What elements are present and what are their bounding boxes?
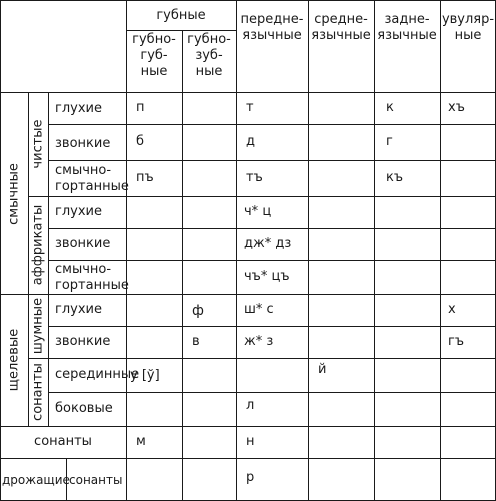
column-line bbox=[374, 0, 375, 501]
cell: гъ bbox=[448, 334, 465, 349]
row-line bbox=[48, 326, 496, 327]
header-front: передне- язычные bbox=[240, 12, 304, 43]
row-label-voiced: звонкие bbox=[55, 236, 111, 251]
cell: пъ bbox=[136, 170, 154, 185]
cell: н bbox=[246, 434, 255, 449]
row-label-voiced: звонкие bbox=[55, 136, 111, 151]
group-affricates: аффрикаты bbox=[30, 204, 46, 286]
row-label-trill: дрожащие bbox=[2, 473, 70, 487]
cell: б bbox=[136, 134, 145, 149]
header-uvular: увуляр- ные bbox=[441, 12, 495, 43]
group-column-line bbox=[28, 92, 29, 426]
cell: к bbox=[386, 100, 394, 115]
cell: м bbox=[136, 434, 146, 449]
header-bottom-line bbox=[0, 92, 496, 93]
row-line bbox=[48, 392, 496, 393]
group-noisy: шумные bbox=[30, 297, 46, 355]
row-line bbox=[48, 160, 496, 161]
row-line bbox=[48, 124, 496, 125]
cell: ф bbox=[192, 303, 204, 319]
row-line bbox=[48, 228, 496, 229]
group-pure: чистые bbox=[30, 119, 46, 169]
cell: р bbox=[246, 470, 255, 485]
cell: ж* з bbox=[244, 334, 274, 349]
row-label-glottal: смычно- гортанные bbox=[55, 262, 129, 293]
row-label-trill-sonorants: сонанты bbox=[69, 473, 123, 487]
row-label-median: серединные bbox=[55, 367, 140, 382]
row-label-voiceless: глухие bbox=[55, 302, 102, 317]
row-label-lateral: боковые bbox=[55, 401, 113, 416]
row-line bbox=[0, 458, 496, 459]
row-line bbox=[28, 196, 496, 197]
row-label-voiceless: глухие bbox=[55, 204, 102, 219]
cell: тъ bbox=[246, 170, 263, 185]
header-labial: губные bbox=[156, 8, 206, 23]
cell: ч* ц bbox=[244, 204, 272, 219]
header-labiodental: губно- зуб- ные bbox=[187, 32, 231, 79]
row-label-sonorants: сонанты bbox=[34, 434, 92, 449]
row-label-voiceless: глухие bbox=[55, 101, 102, 116]
row-line bbox=[0, 294, 496, 295]
header-bilabial: губно- губ- ные bbox=[132, 32, 176, 79]
row-label-voiced: звонкие bbox=[55, 334, 111, 349]
cell: в bbox=[192, 334, 200, 349]
cell: п bbox=[136, 100, 145, 115]
header-back: задне- язычные bbox=[377, 12, 437, 43]
row-line bbox=[28, 358, 496, 359]
group-fricatives: щелевые bbox=[6, 328, 22, 392]
subgroup-column-line bbox=[48, 92, 49, 426]
row-label-glottal: смычно- гортанные bbox=[55, 163, 129, 194]
cell: й bbox=[318, 362, 327, 377]
cell: д bbox=[246, 134, 255, 149]
cell: чъ* цъ bbox=[244, 269, 290, 284]
row-line bbox=[48, 260, 496, 261]
cell: дж* дз bbox=[244, 236, 292, 251]
table-border-left bbox=[0, 0, 1, 501]
column-line bbox=[308, 0, 309, 501]
cell: х bbox=[448, 302, 456, 317]
cell: хъ bbox=[448, 100, 465, 115]
cell: у [ў] bbox=[130, 368, 160, 383]
row-line bbox=[0, 426, 496, 427]
column-line bbox=[182, 30, 183, 501]
cell: т bbox=[246, 100, 254, 115]
cell: къ bbox=[386, 170, 404, 185]
column-line bbox=[440, 0, 441, 501]
column-line bbox=[236, 0, 237, 501]
cell: г bbox=[386, 134, 393, 149]
header-middle: средне- язычные bbox=[311, 12, 371, 43]
header-subdivider bbox=[126, 30, 236, 31]
table-border-top bbox=[0, 0, 496, 1]
cell: л bbox=[246, 398, 255, 413]
group-sonorants: сонанты bbox=[30, 363, 46, 421]
group-stops: смычные bbox=[6, 163, 22, 225]
cell: ш* с bbox=[244, 302, 274, 317]
